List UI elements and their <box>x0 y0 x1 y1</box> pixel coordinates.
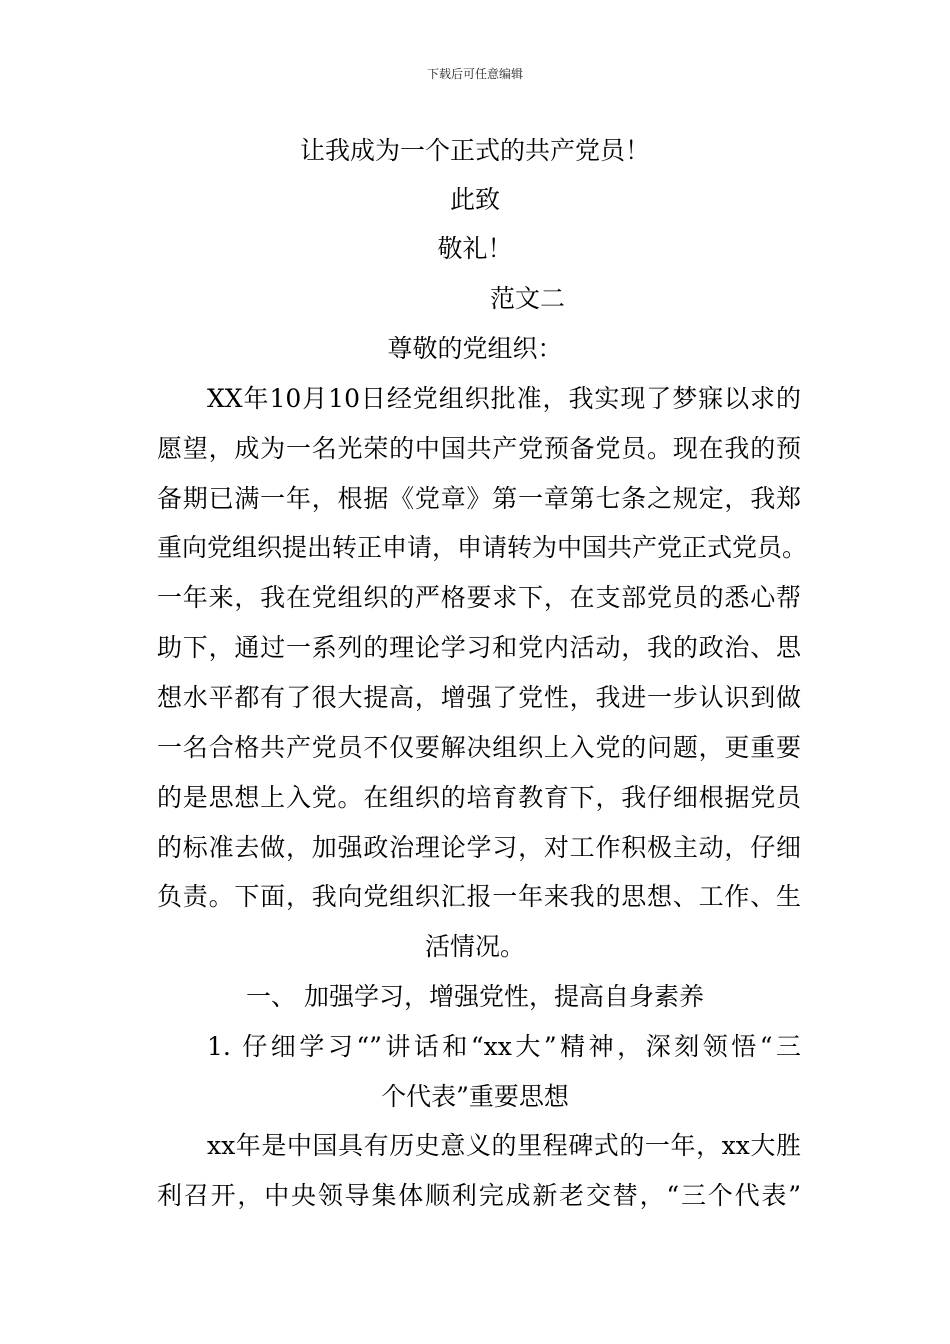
paragraph1-line-8: 一名合格共产党员不仅要解决组织上入党的问题，更重要 <box>157 733 801 762</box>
paragraph1-line-12: 活情况。 <box>424 932 525 961</box>
paragraph2-line-2: 利召开，中央领导集体顺利完成新老交替，“三个代表” <box>157 1181 801 1210</box>
closing-line-3: 敬礼！ <box>437 234 513 263</box>
paragraph1-line-10: 的标准去做，加强政治理论学习，对工作积极主动，仔细 <box>157 833 801 862</box>
heading-1: 一、 加强学习，增强党性，提高自身素养 <box>246 982 704 1011</box>
paragraph1-line-2: 愿望，成为一名光荣的中国共产党预备党员。现在我的预 <box>157 434 801 463</box>
paragraph1-line-11: 负责。下面，我向党组织汇报一年来我的思想、工作、生 <box>157 882 801 911</box>
paragraph1-line-7: 想水平都有了很大提高，增强了党性，我进一步认识到做 <box>157 683 801 712</box>
paragraph1-line-3: 备期已满一年，根据《党章》第一章第七条之规定，我郑 <box>157 484 801 513</box>
paragraph1-line-1: XX年10月10日经党组织批准，我实现了梦寐以求的 <box>207 384 801 413</box>
paragraph1-line-6: 助下，通过一系列的理论学习和党内活动，我的政治、思 <box>157 633 801 662</box>
paragraph2-line-1: xx年是中国具有历史意义的里程碑式的一年，xx大胜 <box>207 1131 801 1160</box>
paragraph1-line-5: 一年来，我在党组织的严格要求下，在支部党员的悉心帮 <box>157 583 801 612</box>
closing-line-2: 此致 <box>449 185 500 214</box>
salutation: 尊敬的党组织： <box>387 334 563 363</box>
header-note: 下载后可任意编辑 <box>426 67 523 81</box>
closing-line-1: 让我成为一个正式的共产党员！ <box>299 136 650 165</box>
subheading-1-line-1: 1. 仔细学习“”讲话和“xx大”精神，深刻领悟“三 <box>207 1032 801 1061</box>
paragraph1-line-9: 的是思想上入党。在组织的培育教育下，我仔细根据党员 <box>157 783 801 812</box>
subheading-1-line-2: 个代表”重要思想 <box>381 1082 569 1111</box>
section-title: 范文二 <box>490 284 566 313</box>
paragraph1-line-4: 重向党组织提出转正申请，申请转为中国共产党正式党员。 <box>157 533 808 562</box>
